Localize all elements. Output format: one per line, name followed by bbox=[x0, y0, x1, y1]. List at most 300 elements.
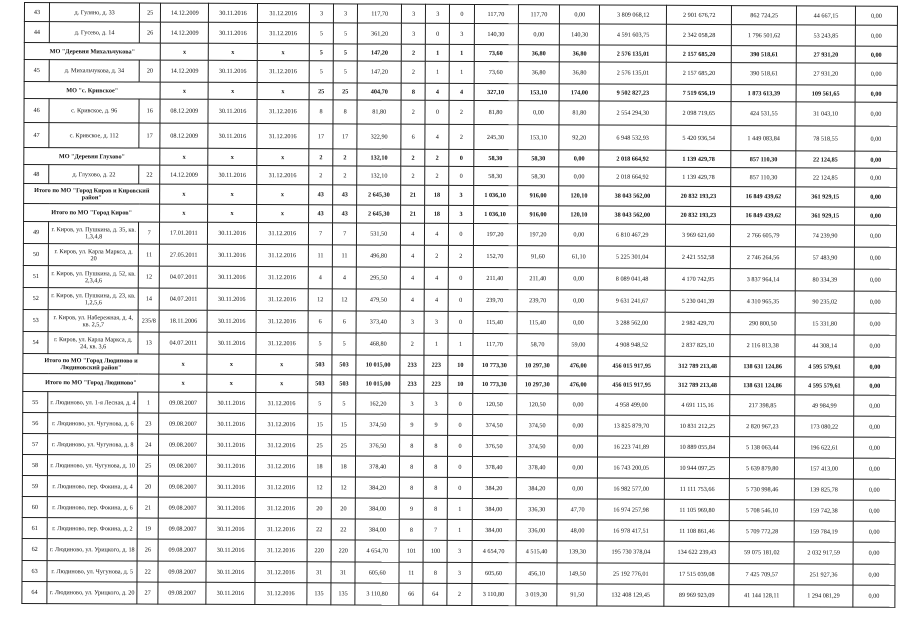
table-cell: х bbox=[257, 44, 309, 61]
table-cell: 5 bbox=[332, 393, 356, 414]
table-cell: 147,20 bbox=[357, 61, 401, 83]
table-cell: 327,10 bbox=[474, 83, 518, 100]
table-cell: 31.12.2016 bbox=[255, 435, 307, 456]
table-cell: 390 518,61 bbox=[731, 63, 796, 85]
table-cell: 8 bbox=[424, 477, 448, 498]
table-cell: 0,00 bbox=[855, 63, 897, 85]
table-cell: 92,20 bbox=[559, 125, 599, 150]
table-cell: 27.05.2011 bbox=[160, 244, 208, 266]
table-cell: 4 bbox=[425, 223, 449, 245]
table-cell: 25 bbox=[138, 455, 159, 476]
table-cell: 31.12.2016 bbox=[255, 562, 307, 583]
table-cell: х bbox=[208, 148, 256, 165]
table-cell: 09.08.2007 bbox=[159, 413, 207, 434]
address-cell: г. Людиново, пер. Фокина, д. 2 bbox=[47, 518, 137, 539]
table-cell: 135 bbox=[331, 583, 355, 605]
table-cell: 2 bbox=[333, 149, 357, 166]
table-cell: 6 948 532,93 bbox=[599, 125, 666, 150]
table-cell: 0,00 bbox=[854, 225, 896, 247]
table-cell: 153,10 bbox=[517, 125, 559, 150]
table-cell: 0,00 bbox=[854, 335, 896, 357]
table-cell: 44 667,15 bbox=[797, 6, 856, 25]
table-cell: 4 654,70 bbox=[472, 540, 516, 562]
table-cell: 374,50 bbox=[356, 414, 400, 435]
table-cell: 22 124,85 bbox=[796, 168, 855, 187]
table-cell: 138 631 124,86 bbox=[730, 357, 795, 377]
table-cell: 196 622,61 bbox=[795, 437, 854, 458]
table-cell: 43 bbox=[24, 3, 49, 22]
table-cell: 5 709 772,28 bbox=[729, 521, 794, 542]
table-cell: 43 bbox=[333, 205, 357, 223]
table-cell: 31.12.2016 bbox=[257, 61, 309, 83]
table-cell: 5 730 998,46 bbox=[730, 479, 795, 500]
table-cell: 8 bbox=[424, 498, 448, 519]
address-cell: д. Глухово, д. 22 bbox=[49, 165, 139, 184]
table-cell: 3 969 621,60 bbox=[666, 224, 731, 246]
table-cell: 47,70 bbox=[558, 499, 598, 520]
table-cell: 16 849 439,62 bbox=[731, 207, 796, 225]
table-cell: 17 bbox=[309, 124, 333, 149]
table-cell: 496,80 bbox=[357, 245, 401, 267]
table-cell: 0,00 bbox=[854, 416, 896, 437]
table-cell: 2 bbox=[401, 149, 425, 166]
table-cell: 138 631 124,86 bbox=[730, 377, 795, 395]
table-cell: 17 515 039,08 bbox=[664, 563, 729, 584]
table-cell: 31.12.2016 bbox=[255, 540, 307, 562]
table-cell: 10 015,00 bbox=[356, 355, 400, 375]
table-cell: 12 bbox=[308, 289, 332, 311]
table-cell: 0 bbox=[426, 23, 450, 44]
table-cell: 109 561,65 bbox=[796, 85, 855, 102]
address-cell: г. Людиново, ул. Чугунова, д. 5 bbox=[47, 561, 137, 582]
table-cell: 3 bbox=[400, 393, 424, 414]
table-cell: 4 310 965,35 bbox=[730, 291, 795, 313]
table-cell: 197,20 bbox=[473, 223, 517, 245]
table-cell: 152,70 bbox=[473, 245, 517, 267]
table-cell: 36,80 bbox=[560, 45, 600, 62]
table-cell: 11 bbox=[308, 245, 332, 267]
table-cell: 08.12.2009 bbox=[160, 99, 208, 123]
table-cell: 2 018 664,92 bbox=[599, 167, 666, 186]
table-cell: 0 bbox=[448, 414, 472, 435]
table-cell: 30.11.2016 bbox=[207, 518, 255, 539]
table-cell: 31.12.2016 bbox=[256, 223, 308, 245]
table-cell: 376,50 bbox=[356, 435, 400, 456]
table-cell: 12 bbox=[307, 477, 331, 498]
table-cell: 223 bbox=[424, 375, 448, 393]
table-cell: 361,20 bbox=[358, 23, 402, 44]
table-cell: 30.11.2016 bbox=[208, 222, 256, 244]
table-cell: 18 bbox=[425, 185, 449, 205]
table-cell: х bbox=[256, 355, 308, 375]
table-cell: х bbox=[159, 354, 207, 374]
table-cell: 0,00 bbox=[559, 290, 599, 312]
table-cell: 8 bbox=[401, 83, 425, 100]
table-cell: 51 bbox=[23, 265, 48, 287]
table-cell: 862 724,25 bbox=[732, 6, 797, 25]
table-cell: 30.11.2016 bbox=[208, 244, 256, 266]
table-cell: 384,00 bbox=[472, 519, 516, 540]
table-cell: 16 982 577,00 bbox=[598, 478, 665, 499]
table-cell: 31 bbox=[331, 562, 355, 583]
table-cell: 31.12.2016 bbox=[254, 583, 306, 605]
table-cell: 31.12.2016 bbox=[257, 23, 309, 44]
table-cell: 66 bbox=[399, 583, 423, 605]
address-cell: г. Людиново, ул. Чугунова, д. 8 bbox=[48, 434, 138, 455]
table-cell: 117,70 bbox=[518, 5, 560, 24]
table-cell: 20 bbox=[331, 498, 355, 519]
table-cell: 0 bbox=[449, 289, 473, 311]
table-cell: 24 bbox=[138, 434, 159, 455]
table-cell: 09.08.2007 bbox=[159, 455, 207, 476]
subtotal-title: Итого по МО "Город Людиново" bbox=[23, 373, 159, 392]
table-cell: 64 bbox=[423, 583, 447, 605]
table-cell: 5 230 041,39 bbox=[665, 290, 730, 312]
table-cell: 5 225 301,04 bbox=[599, 246, 666, 268]
table-cell: 31.12.2016 bbox=[255, 393, 307, 414]
table-cell: 0,00 bbox=[855, 102, 897, 126]
table-cell: 48 bbox=[24, 165, 49, 184]
table-cell: 0,00 bbox=[853, 479, 895, 500]
table-cell: 0,00 bbox=[855, 126, 897, 151]
table-cell: 30.11.2016 bbox=[206, 582, 254, 604]
table-cell: 4 595 579,61 bbox=[795, 377, 854, 395]
table-cell: 390 518,61 bbox=[732, 46, 797, 63]
table-cell: 374,50 bbox=[516, 415, 558, 436]
table-cell: 139 825,78 bbox=[795, 479, 854, 500]
table-cell: 04.07.2011 bbox=[159, 288, 207, 310]
table-cell: 30.11.2016 bbox=[208, 288, 256, 310]
table-cell: 31.12.2016 bbox=[255, 414, 307, 435]
table-cell: 59 bbox=[22, 475, 47, 496]
table-cell: 31.12.2016 bbox=[255, 477, 307, 498]
table-cell: 153,10 bbox=[518, 84, 560, 101]
table-cell: 14.12.2009 bbox=[161, 22, 209, 43]
table-cell: 38 043 562,00 bbox=[599, 186, 666, 206]
table-cell: 46 bbox=[24, 99, 49, 123]
table-cell: 9 bbox=[399, 498, 423, 519]
table-cell: 6 bbox=[308, 311, 332, 333]
table-cell: 20 bbox=[138, 476, 159, 497]
table-cell: 7 bbox=[423, 519, 447, 540]
table-cell: 7 425 709,57 bbox=[729, 564, 794, 585]
table-cell: 31 043,10 bbox=[796, 102, 855, 126]
table-cell: 10 297,30 bbox=[516, 376, 558, 394]
table-cell: 3 bbox=[402, 4, 426, 23]
table-cell: 04.07.2011 bbox=[159, 266, 207, 288]
table-cell: 16 978 417,51 bbox=[597, 520, 664, 541]
table-cell: 115,40 bbox=[517, 312, 559, 334]
table-cell: 16 bbox=[139, 99, 160, 123]
table-cell: 2 bbox=[425, 245, 449, 267]
table-cell: 61,10 bbox=[559, 246, 599, 268]
table-cell: 120,50 bbox=[516, 394, 558, 415]
table-cell: 220 bbox=[331, 540, 355, 562]
address-cell: д. Гуляно, д. 33 bbox=[50, 3, 140, 22]
address-cell: с. Кривское, д. 112 bbox=[49, 123, 139, 148]
table-cell: 27 931,20 bbox=[796, 46, 855, 63]
table-cell: 14.12.2009 bbox=[160, 165, 208, 184]
table-cell: 2 bbox=[401, 61, 425, 83]
table-cell: 404,70 bbox=[357, 83, 401, 100]
table-cell: 31.12.2016 bbox=[255, 498, 307, 519]
table-cell: 3 809 068,12 bbox=[600, 5, 667, 24]
table-cell: 2 bbox=[309, 166, 333, 185]
table-cell: 49 984,99 bbox=[795, 395, 854, 416]
table-cell: 4 595 579,61 bbox=[795, 357, 854, 377]
table-cell: 7 bbox=[308, 223, 332, 245]
table-cell: 09.08.2007 bbox=[158, 518, 206, 539]
table-cell: 132,10 bbox=[357, 149, 401, 166]
table-cell: 3 bbox=[400, 311, 424, 333]
table-cell: 52 bbox=[23, 287, 48, 309]
table-cell: 15 331,80 bbox=[795, 313, 854, 335]
table-cell: 58,30 bbox=[473, 149, 517, 166]
table-cell: 0,00 bbox=[558, 312, 598, 334]
table-cell: 31.12.2016 bbox=[257, 4, 309, 23]
table-cell: 2 bbox=[449, 245, 473, 267]
table-cell: 239,70 bbox=[517, 290, 559, 312]
table-cell: 503 bbox=[332, 375, 356, 393]
table-cell: 312 789 213,48 bbox=[665, 376, 730, 394]
table-cell: 4 170 742,95 bbox=[666, 268, 731, 290]
table-cell: 30.11.2016 bbox=[207, 392, 255, 413]
table-cell: 8 bbox=[424, 456, 448, 477]
table-cell: 139,30 bbox=[557, 541, 597, 563]
table-cell: 31.12.2016 bbox=[255, 519, 307, 540]
table-cell: 9 502 827,23 bbox=[599, 84, 666, 101]
table-cell: 0,00 bbox=[854, 395, 896, 416]
table-cell: 6 bbox=[401, 124, 425, 149]
table-cell: 3 bbox=[447, 540, 471, 562]
table-cell: 8 bbox=[309, 100, 333, 124]
table-cell: 31.12.2016 bbox=[256, 311, 308, 333]
table-cell: 384,00 bbox=[472, 498, 516, 519]
table-cell: 312 789 213,48 bbox=[665, 356, 730, 376]
table-cell: 3 bbox=[309, 4, 333, 23]
table-cell: 117,70 bbox=[358, 4, 402, 23]
table-cell: 50 bbox=[23, 243, 48, 265]
table-cell: 36,80 bbox=[518, 62, 560, 84]
table-cell: 2 746 264,56 bbox=[731, 247, 796, 269]
table-cell: 211,40 bbox=[517, 268, 559, 290]
address-cell: г. Людиново, ул. Урицкого, д. 20 bbox=[47, 582, 137, 604]
table-cell: 4 bbox=[425, 124, 449, 149]
table-cell: х bbox=[160, 43, 208, 60]
table-cell: 916,00 bbox=[517, 186, 559, 206]
table-cell: 90 235,02 bbox=[795, 291, 854, 313]
table-cell: 4 591 603,75 bbox=[600, 24, 667, 45]
table-cell: х bbox=[160, 148, 208, 165]
table-cell: 25 bbox=[308, 435, 332, 456]
table-cell: 0,00 bbox=[854, 357, 896, 377]
table-cell: 5 bbox=[332, 333, 356, 355]
table-cell: 0 bbox=[449, 166, 473, 185]
table-cell: 0,00 bbox=[518, 24, 560, 45]
table-cell: 1 bbox=[425, 61, 449, 83]
table-cell: 2 018 664,92 bbox=[599, 150, 666, 167]
table-cell: 74 239,90 bbox=[796, 225, 855, 247]
table-cell: 2 421 552,58 bbox=[666, 246, 731, 268]
table-cell: 18 bbox=[307, 456, 331, 477]
table-cell: 4 bbox=[332, 267, 356, 289]
table-cell: 20 832 193,23 bbox=[666, 186, 731, 206]
table-cell: 30.11.2016 bbox=[207, 434, 255, 455]
table-cell: 13 825 879,70 bbox=[598, 415, 665, 436]
table-cell: 16 223 741,89 bbox=[598, 436, 665, 457]
table-cell: 0,00 bbox=[855, 25, 897, 46]
table-cell: 5 bbox=[309, 23, 333, 44]
table-cell: х bbox=[208, 204, 256, 222]
table-cell: 58,30 bbox=[517, 167, 559, 186]
table-cell: 384,00 bbox=[355, 498, 399, 519]
table-cell: 531,50 bbox=[357, 223, 401, 245]
table-cell: 100 bbox=[423, 540, 447, 562]
table-body bbox=[22, 3, 898, 608]
table-cell: 11 111 753,66 bbox=[665, 478, 730, 499]
table-cell: 223 bbox=[424, 355, 448, 375]
table-cell: 58,30 bbox=[517, 150, 559, 167]
table-cell: 17.01.2011 bbox=[160, 222, 208, 244]
table-cell: 62 bbox=[22, 538, 47, 560]
table-cell: 73,60 bbox=[474, 61, 518, 83]
table-cell: 30.11.2016 bbox=[207, 310, 255, 332]
table-cell: 2 116 813,38 bbox=[730, 335, 795, 357]
table-cell: 0,00 bbox=[854, 313, 896, 335]
table-cell: 2 bbox=[449, 100, 473, 124]
table-cell: 5 bbox=[333, 44, 357, 61]
table-cell: 0 bbox=[448, 311, 472, 333]
table-cell: 20 bbox=[307, 498, 331, 519]
table-cell: 0,00 bbox=[854, 207, 896, 225]
table-cell: 30.11.2016 bbox=[209, 22, 257, 43]
table-cell: 11 105 969,80 bbox=[665, 499, 730, 520]
table-cell: 0,00 bbox=[560, 5, 600, 24]
table-cell: 857 110,30 bbox=[731, 168, 796, 187]
table-cell: 8 bbox=[400, 477, 424, 498]
table-cell: 322,90 bbox=[357, 124, 401, 149]
table-cell: 3 bbox=[426, 4, 450, 23]
table-cell: 10 bbox=[448, 375, 472, 393]
table-cell: 2 157 685,20 bbox=[666, 62, 731, 84]
table-cell: 20 832 193,23 bbox=[666, 206, 731, 224]
table-cell: 115,40 bbox=[473, 311, 517, 333]
table-cell: 5 639 879,80 bbox=[730, 458, 795, 479]
table-cell: 6 bbox=[332, 311, 356, 333]
table-cell: 2 bbox=[449, 124, 473, 149]
address-cell: г. Киров, ул. Набережная, д. 4, кв. 2,5,7 bbox=[48, 310, 138, 332]
table-cell: 10 015,00 bbox=[356, 375, 400, 393]
table-cell: 0 bbox=[448, 435, 472, 456]
table-cell: 0 bbox=[449, 149, 473, 166]
table-cell: 4 bbox=[424, 289, 448, 311]
table-cell: 0 bbox=[448, 477, 472, 498]
table-cell: 43 bbox=[333, 185, 357, 205]
table-cell: 3 bbox=[450, 23, 474, 44]
table-cell: 3 bbox=[424, 393, 448, 414]
table-cell: х bbox=[208, 184, 256, 204]
table-cell: х bbox=[160, 82, 208, 99]
table-cell: 18 bbox=[425, 205, 449, 223]
address-cell: г. Киров, ул. Пушкина, д. 23, кв. 1,2,5,6 bbox=[48, 288, 138, 310]
table-cell: 290 800,50 bbox=[730, 313, 795, 335]
table-cell: 2 554 294,30 bbox=[599, 101, 666, 125]
table-cell: х bbox=[255, 375, 307, 393]
table-cell: 2 bbox=[333, 166, 357, 185]
table-cell: 2 576 135,01 bbox=[599, 62, 666, 84]
table-cell: 233 bbox=[400, 375, 424, 393]
table-cell: 2 032 917,59 bbox=[794, 542, 853, 564]
table-cell: 456,10 bbox=[515, 563, 557, 584]
table-cell: 43 bbox=[309, 185, 333, 205]
table-cell: 63 bbox=[22, 560, 47, 581]
table-cell: 4 bbox=[400, 267, 424, 289]
table-cell: 8 089 041,48 bbox=[598, 268, 665, 290]
table-cell: х bbox=[160, 204, 208, 222]
table-cell: 36,80 bbox=[560, 62, 600, 84]
subtotal-title: Итого по МО "Город Киров и Кировский район" bbox=[24, 184, 160, 205]
table-cell: 16 849 439,62 bbox=[731, 187, 796, 207]
table-cell: 44 308,14 bbox=[795, 335, 854, 357]
table-cell: 31.12.2016 bbox=[255, 456, 307, 477]
subtotal-title: МО "Деревня Михальчукова" bbox=[24, 43, 160, 61]
table-cell: 4 bbox=[425, 83, 449, 100]
table-cell: 251 927,36 bbox=[794, 564, 853, 585]
table-cell: 59 075 181,02 bbox=[729, 542, 794, 564]
table-cell: 31.12.2016 bbox=[257, 100, 309, 124]
table-cell: 91,50 bbox=[557, 584, 597, 606]
table-cell: 134 622 239,43 bbox=[664, 541, 729, 563]
table-cell: 30.11.2016 bbox=[207, 455, 255, 476]
table-cell: 16 743 200,05 bbox=[598, 457, 665, 478]
table-cell: 4 bbox=[449, 83, 473, 100]
table-cell: 30.11.2016 bbox=[206, 561, 254, 582]
table-cell: х bbox=[256, 205, 308, 223]
table-cell: 0,00 bbox=[558, 457, 598, 478]
table-cell: 3 bbox=[449, 205, 473, 223]
table-cell: 140,30 bbox=[474, 23, 518, 44]
table-cell: 25 192 776,01 bbox=[597, 563, 664, 584]
table-cell: 3 110,80 bbox=[355, 583, 399, 605]
table-cell: 0,00 bbox=[855, 85, 897, 102]
address-cell: с. Кривское, д. 96 bbox=[49, 99, 139, 123]
table-cell: 58,70 bbox=[516, 334, 558, 356]
table-cell: 0,00 bbox=[855, 46, 897, 63]
table-cell: 4 bbox=[308, 267, 332, 289]
table-cell: 295,50 bbox=[356, 267, 400, 289]
table-cell: 1 bbox=[424, 333, 448, 355]
table-cell: 8 bbox=[333, 100, 357, 124]
table-cell: х bbox=[207, 374, 255, 392]
table-cell: 30.11.2016 bbox=[207, 332, 255, 354]
table-cell: 11 bbox=[332, 245, 356, 267]
table-cell: 857 110,30 bbox=[731, 151, 796, 168]
table-cell: 30.11.2016 bbox=[207, 476, 255, 497]
subtotal-title: Итого по МО "Город Киров" bbox=[24, 204, 160, 223]
table-cell: 19 bbox=[137, 518, 158, 539]
table-cell: 89 969 923,09 bbox=[664, 584, 729, 606]
table-cell: 3 019,30 bbox=[515, 584, 557, 606]
table-cell: 81,80 bbox=[559, 101, 599, 125]
table-cell: 58 bbox=[22, 454, 47, 475]
table-cell: 10 831 212,25 bbox=[665, 415, 730, 436]
table-cell: 12 bbox=[332, 289, 356, 311]
table-cell: 43 bbox=[309, 205, 333, 223]
table-cell: 31.12.2016 bbox=[256, 245, 308, 267]
table-cell: 479,50 bbox=[356, 289, 400, 311]
table-cell: 605,60 bbox=[471, 562, 515, 583]
address-cell: г. Киров, ул. Пушкина, д. 52, кв. 2,3,4,6 bbox=[48, 266, 138, 288]
